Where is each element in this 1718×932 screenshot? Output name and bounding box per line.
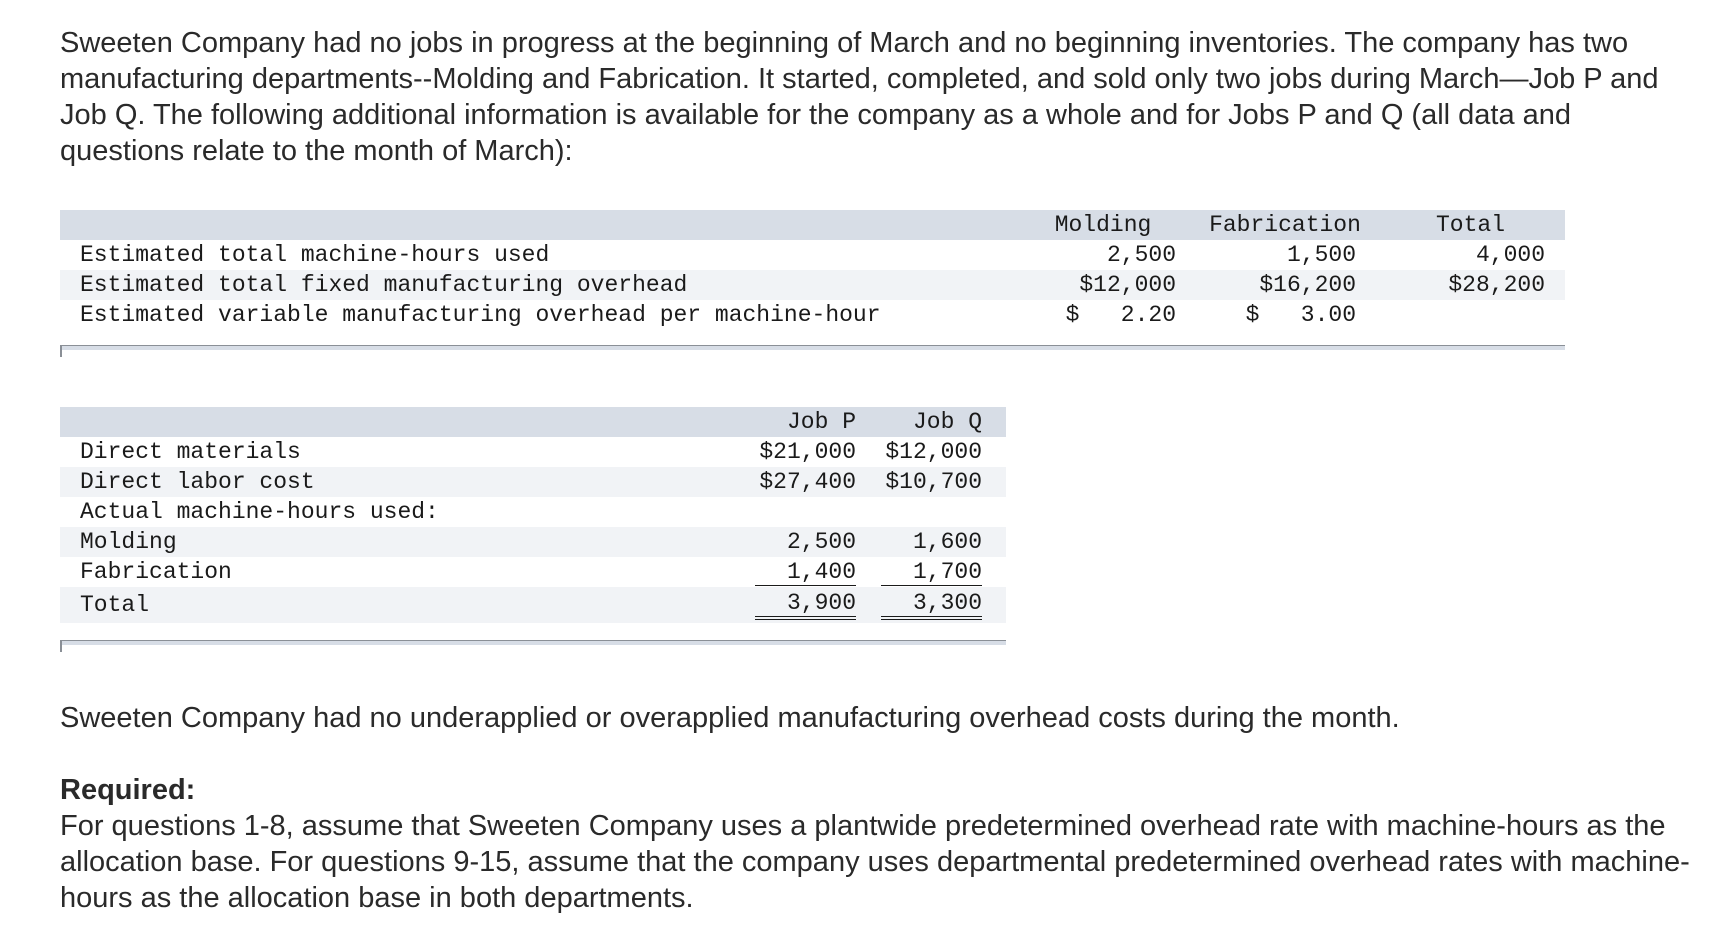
cell-value [880,497,1006,527]
required-heading: Required: [60,774,196,806]
intro-paragraph: Sweeten Company had no jobs in progress at the beginning of March and no beginning inventories. The company has two manufacturing departments--Molding and Fabrication. It started, completed, and sold only two jobs during March—Job P and Job Q. The following additional information is available for the company as a whole and for Jobs P and Q (all data and questions relate to the month of March): [60,27,1659,167]
cell-value: $ 3.00 [1245,302,1356,328]
row-label: Estimated total machine-hours used [80,242,550,268]
table-divider [60,345,1565,350]
required-section [60,772,1690,916]
row-label: Direct labor cost [60,467,660,497]
cell-value: $28,200 [1376,270,1565,300]
table-row [60,527,1006,557]
table-row [60,497,1006,527]
table-row [60,467,1006,497]
job-table-header [60,407,1006,437]
row-label: Fabrication [80,559,232,585]
cell-value: $12,000 [885,439,982,465]
header-blank [60,407,660,437]
header-total: Total [1376,210,1565,240]
overhead-note: Sweeten Company had no underapplied or overapplied manufacturing overhead costs during the month. [60,702,1400,734]
job-cost-table [60,407,1006,623]
double-underlined-value: 3,300 [881,590,982,620]
cell-value: $27,400 [660,467,880,497]
cell-value: 1,500 [1286,242,1356,268]
table-row [60,437,1006,467]
row-label: Total [60,587,660,623]
header-job-q: Job Q [880,407,1006,437]
cell-value: 4,000 [1475,242,1545,268]
cell-value: $ 2.20 [1065,302,1176,328]
cell-value [660,497,880,527]
row-label: Actual machine-hours used: [80,499,439,525]
row-label: Direct materials [80,439,301,465]
table-row [60,270,1565,300]
cell-value: 2,500 [1106,242,1176,268]
department-overhead-table [60,210,1565,330]
row-label: Estimated variable manufacturing overhead per machine-hour [80,302,881,328]
table-divider [60,640,1006,645]
table-row [60,557,1006,587]
cell-value [880,587,1006,623]
header-blank [60,210,1012,240]
cell-value: $10,700 [880,467,1006,497]
table-row [60,587,1006,623]
cell-value: 1,600 [880,527,1006,557]
cell-value [660,557,880,587]
underlined-value: 1,400 [755,559,856,586]
required-text: For questions 1-8, assume that Sweeten Company uses a plantwide predetermined overhead rate with machine-hours as the allocation base. For questions 9-15, assume that the company uses departmental predetermined overhead rates with machine-hours as the allocation base in both departments. [60,810,1690,914]
row-label: Estimated total fixed manufacturing overhead [60,270,1012,300]
cell-value: $16,200 [1194,270,1376,300]
cell-value: $21,000 [759,439,856,465]
header-fabrication: Fabrication [1194,210,1376,240]
header-molding: Molding [1012,210,1194,240]
row-label: Molding [60,527,660,557]
cell-value [660,587,880,623]
department-table-header [60,210,1565,240]
double-underlined-value: 3,900 [755,590,856,620]
cell-value: 2,500 [660,527,880,557]
cell-value [880,557,1006,587]
cell-value: $12,000 [1012,270,1194,300]
header-job-p: Job P [660,407,880,437]
underlined-value: 1,700 [881,559,982,586]
table-row [60,240,1565,270]
table-row [60,300,1565,330]
cell-value [1376,300,1565,330]
